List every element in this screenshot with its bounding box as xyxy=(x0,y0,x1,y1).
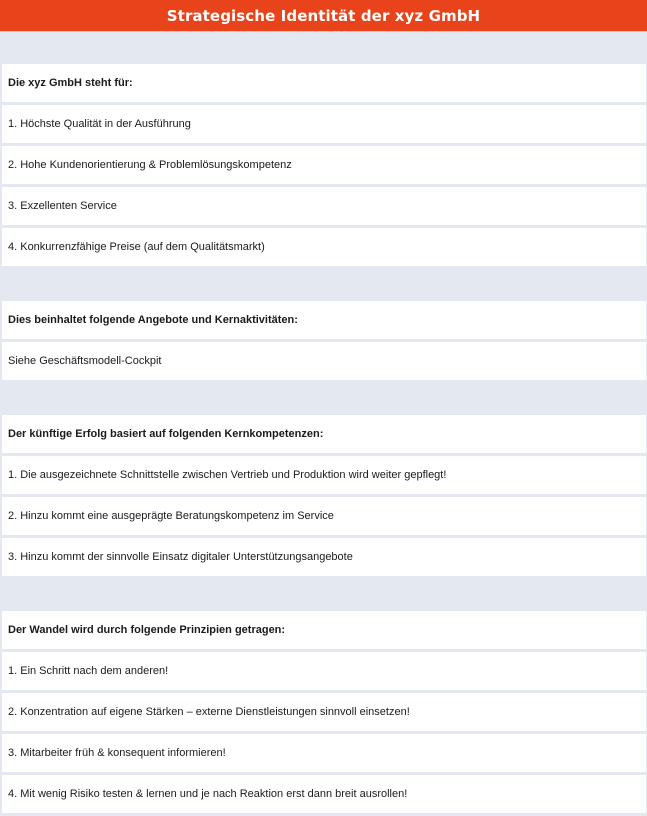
section-heading xyxy=(2,64,646,105)
list-item xyxy=(2,693,646,734)
list-item-text: 2. Hinzu kommt eine ausgeprägte Beratungskompetenz im Service xyxy=(8,510,334,522)
list-item-text: 1. Höchste Qualität in der Ausführung xyxy=(8,118,191,130)
section-heading-text: Der künftige Erfolg basiert auf folgenden Kernkompetenzen: xyxy=(8,428,324,440)
list-item xyxy=(2,497,646,538)
list-item xyxy=(2,146,646,187)
list-item-text: 4. Mit wenig Risiko testen & lernen und je nach Reaktion erst dann breit ausrollen! xyxy=(8,788,408,800)
list-item-text: 4. Konkurrenzfähige Preise (auf dem Qualitätsmarkt) xyxy=(8,241,265,253)
list-item-text: 2. Konzentration auf eigene Stärken – externe Dienstleistungen sinnvoll einsetzen! xyxy=(8,706,410,718)
list-item xyxy=(2,228,646,269)
section-spacer xyxy=(0,269,647,301)
list-item xyxy=(2,456,646,497)
section-heading xyxy=(2,415,646,456)
list-item xyxy=(2,734,646,775)
list-item xyxy=(2,342,646,383)
list-item-text: 1. Die ausgezeichnete Schnittstelle zwischen Vertrieb und Produktion wird weiter gepflegt! xyxy=(8,469,447,481)
section-heading xyxy=(2,301,646,342)
identity-table xyxy=(0,32,647,816)
list-item-text: 3. Exzellenten Service xyxy=(8,200,117,212)
list-item-text: Siehe Geschäftsmodell-Cockpit xyxy=(8,355,162,367)
page-title: Strategische Identität der xyz GmbH xyxy=(166,6,481,25)
list-item-text: 3. Mitarbeiter früh & konsequent informieren! xyxy=(8,747,226,759)
section-heading-text: Dies beinhaltet folgende Angebote und Kernaktivitäten: xyxy=(8,314,298,326)
section-heading xyxy=(2,611,646,652)
list-item xyxy=(2,105,646,146)
list-item-text: 2. Hohe Kundenorientierung & Problemlösungskompetenz xyxy=(8,159,292,171)
section-heading-text: Die xyz GmbH steht für: xyxy=(8,77,133,89)
section-spacer xyxy=(0,32,647,64)
list-item xyxy=(2,652,646,693)
list-item-text: 3. Hinzu kommt der sinnvolle Einsatz digitaler Unterstützungsangebote xyxy=(8,551,353,563)
title-bar xyxy=(0,0,647,32)
section-spacer xyxy=(0,383,647,415)
list-item xyxy=(2,187,646,228)
section-heading-text: Der Wandel wird durch folgende Prinzipien getragen: xyxy=(8,624,286,636)
section-spacer xyxy=(0,579,647,611)
list-item xyxy=(2,538,646,579)
list-item-text: 1. Ein Schritt nach dem anderen! xyxy=(8,665,169,677)
